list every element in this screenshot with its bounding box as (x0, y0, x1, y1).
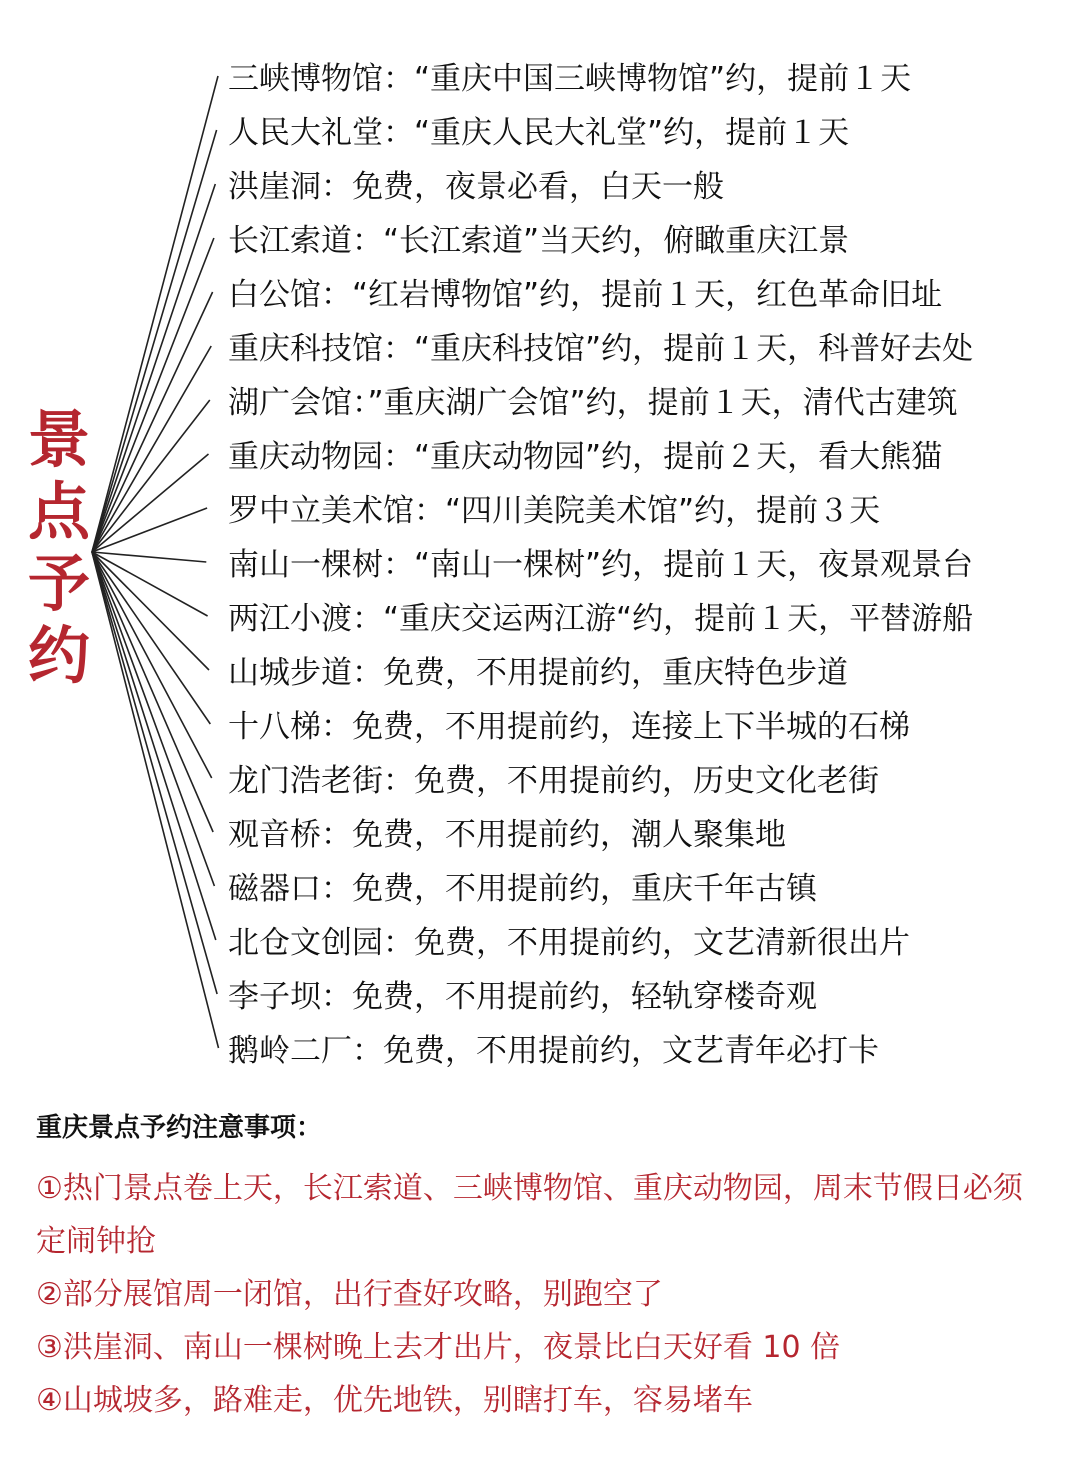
connector-line (92, 346, 211, 552)
list-item: 南山一棵树：“南山一棵树”约，提前１天，夜景观景台 (228, 547, 974, 583)
list-item: 湖广会馆：”重庆湖广会馆”约，提前１天，清代古建筑 (228, 385, 958, 421)
side-title-char: 景 (27, 403, 90, 476)
connector-line (92, 552, 209, 670)
side-title (24, 404, 94, 692)
notes-title: 重庆景点予约注意事项： (36, 1113, 323, 1143)
list-item: 长江索道：“长江索道”当天约，俯瞰重庆江景 (228, 223, 850, 259)
connector-line (92, 552, 214, 886)
list-item: 龙门浩老街：免费，不用提前约，历史文化老街 (228, 763, 879, 799)
connector-line (92, 238, 214, 552)
list-item: 山城步道：免费，不用提前约，重庆特色步道 (228, 655, 848, 691)
list-item: 重庆动物园：“重庆动物园”约，提前２天，看大熊猫 (228, 439, 943, 475)
connector-line (92, 454, 209, 552)
list-item: 观音桥：免费，不用提前约，潮人聚集地 (228, 817, 786, 853)
note-item: ②部分展馆周一闭馆，出行查好攻略，别跑空了 (36, 1277, 663, 1312)
list-item: 重庆科技馆：“重庆科技馆”约，提前１天，科普好去处 (228, 331, 974, 367)
list-item: 李子坝：免费，不用提前约，轻轨穿楼奇观 (228, 979, 817, 1015)
list-item: 磁器口：免费，不用提前约，重庆千年古镇 (228, 871, 817, 907)
list-item: 两江小渡：“重庆交运两江游“约，提前１天，平替游船 (228, 601, 974, 637)
list-item: 罗中立美术馆：“四川美院美术馆”约，提前３天 (228, 493, 881, 529)
side-title-char: 予 (27, 547, 90, 620)
list-item: 白公馆：“红岩博物馆”约，提前１天，红色革命旧址 (228, 277, 943, 313)
side-title-char: 点 (27, 475, 90, 548)
list-item: 洪崖洞：免费，夜景必看，白天一般 (228, 169, 724, 205)
list-item: 三峡博物馆：“重庆中国三峡博物馆”约，提前１天 (228, 61, 912, 97)
connector-line (92, 76, 218, 552)
list-item: 人民大礼堂：“重庆人民大礼堂”约，提前１天 (228, 115, 850, 151)
list-item: 鹅岭二厂：免费，不用提前约，文艺青年必打卡 (228, 1033, 879, 1069)
notes-list (36, 1162, 1036, 1427)
list-item: 北仓文创园：免费，不用提前约，文艺清新很出片 (228, 925, 910, 961)
note-item: ①热门景点卷上天，长江索道、三峡博物馆、重庆动物园，周末节假日必须定闹钟抢 (36, 1171, 1023, 1259)
connector-line (92, 552, 217, 994)
list-item: 十八梯：免费，不用提前约，连接上下半城的石梯 (228, 709, 910, 745)
connector-line (92, 130, 217, 552)
note-item: ④山城坡多，路难走，优先地铁，别瞎打车，容易堵车 (36, 1383, 753, 1418)
connector-line (92, 184, 215, 552)
connector-line (92, 552, 210, 724)
connector-line (92, 552, 206, 562)
side-title-char: 约 (27, 619, 90, 692)
note-item: ③洪崖洞、南山一棵树晚上去才出片，夜景比白天好看 10 倍 (36, 1330, 841, 1365)
